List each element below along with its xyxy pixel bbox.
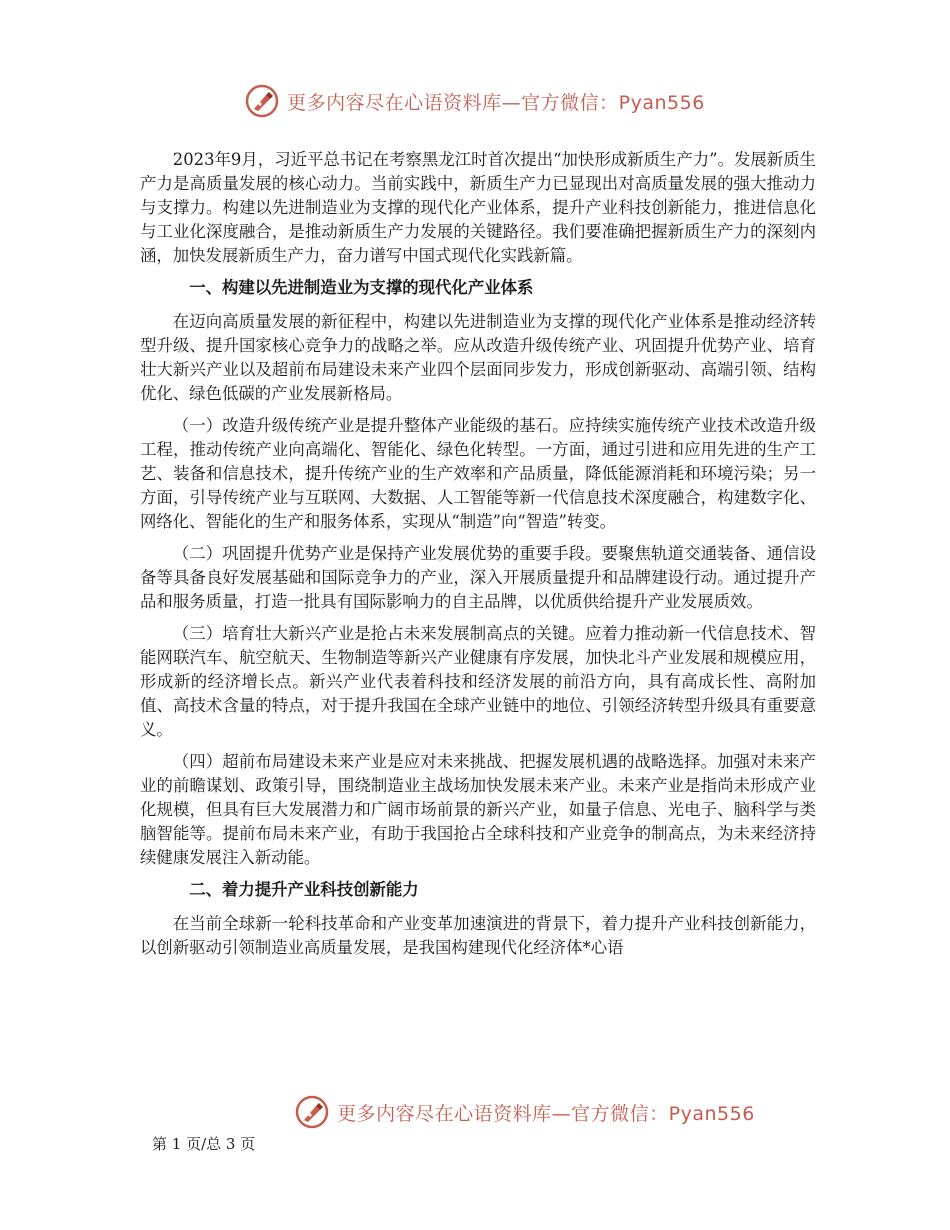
section1-paragraph: （四）超前布局建设未来产业是应对未来挑战、把握发展机遇的战略选择。加强对未来产业的前瞻谋划、政策引导，围绕制造业主战场加快发展未来产业。未来产业是指尚未形成产业化规模，但具有巨大发展潜力和广阔市场前景的新兴产业，如量子信息、光电子、脑科学与类脑智能等。提前布局未来产业，有助于我国抢占全球科技和产业竞争的制高点，为未来经济持续健康发展注入新动能。: [140, 752, 816, 867]
section1-paragraph: 在迈向高质量发展的新征程中，构建以先进制造业为支撑的现代化产业体系是推动经济转型升级、提升国家核心竞争力的战略之举。应从改造升级传统产业、巩固提升优势产业、培育壮大新兴产业以及超前布局建设未来产业四个层面同步发力，形成创新驱动、高端引领、结构优化、绿色低碳的产业发展新格局。: [140, 312, 816, 403]
section1-paragraph: （一）改造升级传统产业是提升整体产业能级的基石。应持续实施传统产业技术改造升级工程，推动传统产业向高端化、智能化、绿色化转型。一方面，通过引进和应用先进的生产工艺、装备和信息技术，提升传统产业的生产效率和产品质量，降低能源消耗和环境污染；另一方面，引导传统产业与互联网、大数据、人工智能等新一代信息技术深度融合，构建数字化、网络化、智能化的生产和服务体系，实现从“制造”向“智造”转变。: [140, 416, 816, 531]
section2-heading: 二、着力提升产业科技创新能力: [189, 880, 419, 899]
header-banner: [0, 84, 950, 118]
section1-paragraph: （二）巩固提升优势产业是保持产业发展优势的重要手段。要聚焦轨道交通装备、通信设备等具备良好发展基础和国际竞争力的产业，深入开展质量提升和品牌建设行动。通过提升产品和服务质量，打造一批具有国际影响力的自主品牌，以优质供给提升产业发展质效。: [140, 544, 816, 611]
document-body: [140, 148, 816, 968]
banner-text: 更多内容尽在心语资料库—官方微信：Pyan556: [287, 91, 705, 114]
section1-paragraph: （三）培育壮大新兴产业是抢占未来发展制高点的关键。应着力推动新一代信息技术、智能网联汽车、航空航天、生物制造等新兴产业健康有序发展，加快北斗产业发展和规模应用，形成新的经济增长点。新兴产业代表着科技和经济发展的前沿方向，具有高成长性、高附加值、高技术含量的特点，对于提升我国在全球产业链中的地位、引领经济转型升级具有重要意义。: [140, 624, 816, 739]
section2-paragraph: 在当前全球新一轮科技革命和产业变革加速演进的背景下，着力提升产业科技创新能力，以创新驱动引领制造业高质量发展，是我国构建现代化经济体*心语: [140, 914, 816, 957]
section1-heading: 一、构建以先进制造业为支撑的现代化产业体系: [189, 278, 534, 297]
pen-nib-icon: [245, 84, 279, 118]
banner-text: 更多内容尽在心语资料库—官方微信：Pyan556: [337, 1102, 755, 1125]
pen-nib-icon: [295, 1095, 329, 1129]
intro-paragraph: 2023年9月，习近平总书记在考察黑龙江时首次提出“加快形成新质生产力”。发展新质生产力是高质量发展的核心动力。当前实践中，新质生产力已显现出对高质量发展的强大推动力与支撑力。构建以先进制造业为支撑的现代化产业体系，提升产业科技创新能力，推进信息化与工业化深度融合，是推动新质生产力发展的关键路径。我们要准确把握新质生产力的深刻内涵，加快发展新质生产力，奋力谱写中国式现代化实践新篇。: [140, 150, 816, 265]
footer-banner: [0, 1095, 950, 1129]
page-number: 第 1 页/总 3 页: [152, 1135, 256, 1153]
